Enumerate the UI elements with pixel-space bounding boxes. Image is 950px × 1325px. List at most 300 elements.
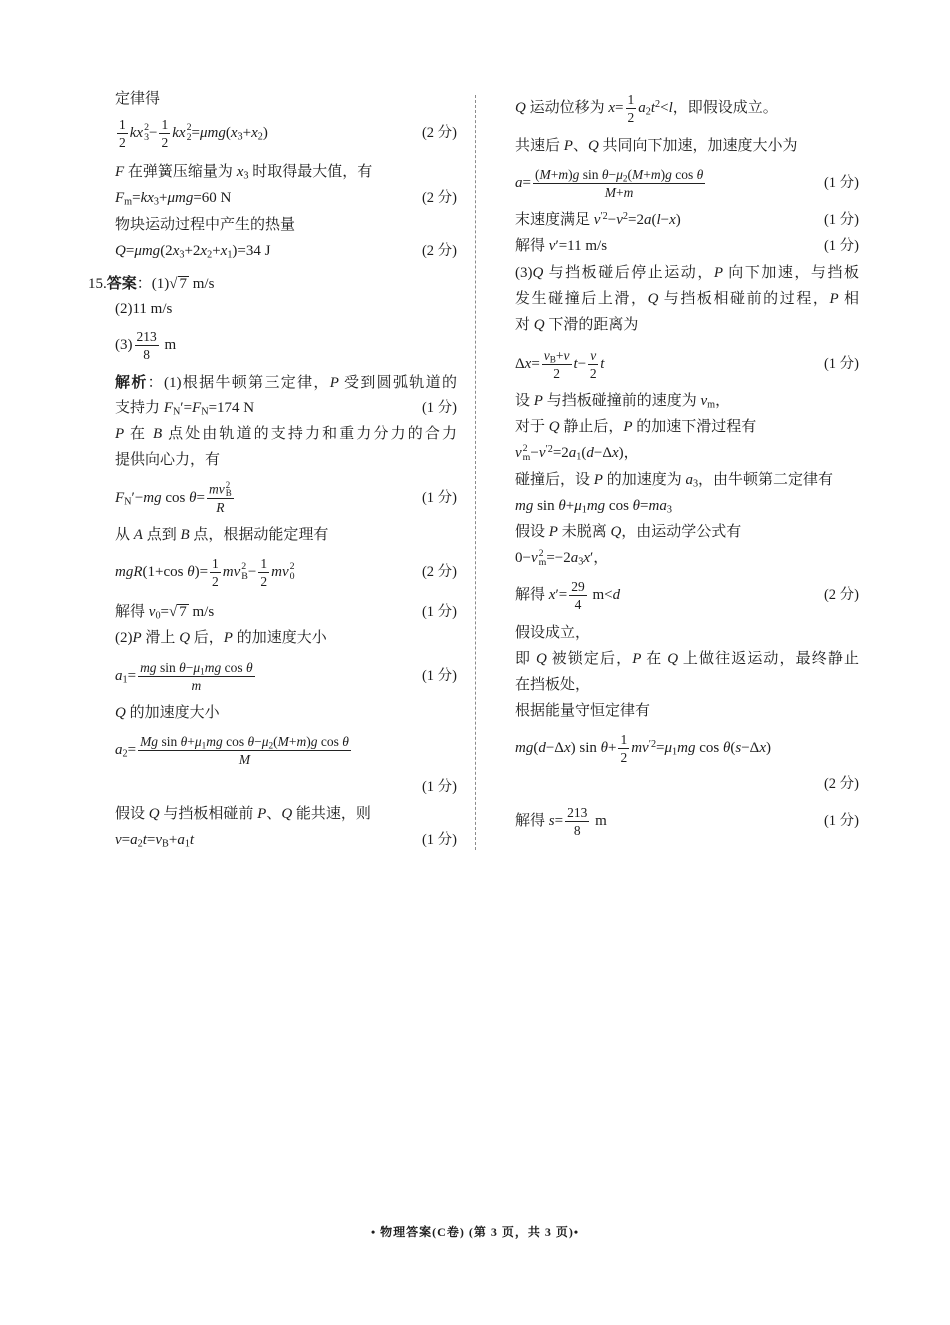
- math-text: −: [608, 166, 617, 182]
- math-variable: Q: [533, 317, 545, 333]
- math-text: cos: [221, 659, 246, 675]
- subscript: B: [241, 570, 248, 582]
- fraction: [626, 92, 637, 125]
- line-content: [115, 89, 160, 109]
- right-line-9: [515, 344, 859, 384]
- fraction-denominator: [533, 184, 705, 200]
- fraction-numerator: [569, 579, 587, 596]
- math-variable: μ: [574, 498, 582, 514]
- math-variable: P: [632, 651, 642, 667]
- fraction: [138, 660, 255, 693]
- math-text: )=34 J: [232, 243, 271, 259]
- math-text: 2: [589, 365, 597, 381]
- fraction-numerator: [618, 732, 629, 749]
- superscript: ′2: [545, 443, 553, 455]
- fraction-numerator: [542, 348, 572, 365]
- subscript: 3: [692, 478, 699, 490]
- math-variable: g: [665, 166, 672, 182]
- superscript: 2: [144, 122, 150, 134]
- subscript: 1: [227, 249, 233, 261]
- fraction-denominator: [138, 677, 255, 693]
- line-content: [515, 805, 607, 838]
- math-text: 2: [119, 134, 126, 150]
- math-text: (2: [160, 243, 173, 259]
- math-variable: mg: [515, 739, 534, 756]
- math-variable: μ: [261, 733, 269, 749]
- math-text: +: [565, 498, 575, 514]
- math-variable: P: [329, 375, 339, 391]
- superscript: 2: [225, 479, 231, 490]
- fraction: [138, 734, 351, 767]
- math-text: −: [149, 124, 158, 141]
- subscript: 3: [144, 131, 150, 143]
- line-content: [515, 348, 604, 381]
- math-text: ): [765, 739, 771, 756]
- math-variable: a: [515, 174, 523, 191]
- math-variable: Q: [515, 99, 526, 116]
- score-label: (2 分): [823, 776, 859, 792]
- subscript: 1: [576, 451, 582, 463]
- math-variable: μmg: [199, 124, 226, 141]
- math-text: m/s: [189, 275, 215, 292]
- math-variable: mg: [586, 498, 606, 514]
- bold-label: 答案: [106, 273, 137, 292]
- math-text: −: [247, 563, 257, 580]
- score-label: (1 分): [421, 779, 457, 795]
- fraction: [565, 805, 589, 838]
- math-variable: P: [829, 291, 839, 307]
- math-variable: θ: [189, 489, 197, 506]
- math-variable: x: [548, 586, 556, 603]
- math-variable: v: [616, 212, 623, 228]
- fraction: [135, 329, 159, 362]
- line-content: [115, 525, 328, 545]
- line-content: [115, 703, 220, 723]
- math-text: sin: [579, 166, 602, 182]
- math-variable: θ: [187, 563, 195, 580]
- math-text: (: [581, 445, 587, 461]
- subscript: N: [172, 406, 181, 418]
- column-divider: [475, 95, 476, 850]
- subscript: 2: [645, 105, 651, 117]
- fraction-denominator: [258, 573, 269, 589]
- math-text: 运动位移为: [525, 99, 609, 116]
- subscript: 0: [155, 610, 161, 622]
- math-variable: x: [608, 99, 616, 116]
- math-variable: l: [668, 99, 673, 116]
- line-content: [515, 548, 608, 568]
- math-text: ′=: [180, 400, 193, 416]
- left-line-2: [115, 113, 457, 153]
- math-text: (: [627, 166, 632, 182]
- line-content: [515, 579, 620, 612]
- left-line-21: [115, 730, 457, 770]
- math-text: =: [554, 812, 564, 829]
- subscript: m: [124, 196, 133, 208]
- subscript: 1: [122, 673, 128, 685]
- math-text: =: [127, 741, 137, 758]
- math-text: 2: [260, 573, 268, 589]
- subscript: 3: [243, 170, 249, 182]
- math-variable: Q: [587, 138, 599, 154]
- line-content: [515, 167, 707, 200]
- sub-superscript: [290, 562, 295, 581]
- math-variable: x: [563, 739, 571, 756]
- math-variable: a: [568, 445, 577, 461]
- math-text: 解得: [115, 604, 149, 620]
- math-variable: Q: [647, 291, 659, 307]
- math-variable: P: [563, 138, 573, 154]
- line-content: [115, 299, 172, 319]
- fraction-denominator: [117, 134, 128, 150]
- math-variable: P: [257, 806, 267, 822]
- subscript: 3: [179, 249, 185, 261]
- math-text: 点处由轨道的支持力和重力分力的合力: [162, 426, 457, 442]
- math-text: =−2: [546, 550, 571, 566]
- line-content: [115, 481, 236, 516]
- subscript: 1: [200, 665, 205, 676]
- math-text: +: [608, 739, 617, 756]
- math-text: 29: [571, 578, 585, 594]
- math-variable: P: [223, 630, 233, 646]
- math-text: 15.: [88, 275, 107, 292]
- math-text: =: [125, 243, 135, 259]
- fraction-numerator: [207, 481, 234, 500]
- subscript: 2: [186, 131, 192, 143]
- math-variable: M: [539, 166, 551, 182]
- math-variable: θ: [722, 739, 731, 756]
- math-text: ，由运动学公式有: [621, 524, 742, 540]
- fraction-numerator: [135, 329, 159, 346]
- math-variable: v: [593, 212, 601, 228]
- math-variable: m: [296, 733, 307, 749]
- math-variable: g: [572, 166, 580, 182]
- right-line-3: [515, 163, 859, 203]
- fraction-numerator: [159, 117, 170, 134]
- math-text: cos: [671, 166, 697, 182]
- math-text: −Δ: [545, 739, 564, 756]
- subscript: 1: [672, 745, 678, 757]
- subscript: B: [225, 488, 232, 498]
- math-variable: M: [604, 184, 617, 200]
- fraction-denominator: [626, 109, 637, 125]
- math-text: 1: [212, 555, 219, 571]
- math-variable: t: [189, 832, 195, 848]
- math-variable: F: [192, 400, 202, 416]
- math-text: 向下加速，与挡板: [723, 265, 859, 281]
- math-text: 能共速，则: [292, 806, 371, 822]
- math-text: +: [159, 190, 168, 206]
- math-text: (2)11 m/s: [115, 301, 173, 317]
- math-text: 1: [161, 116, 169, 132]
- left-column: [88, 0, 457, 900]
- math-text: 与挡板碰后停止运动，: [543, 265, 714, 281]
- fraction-denominator: [207, 499, 234, 515]
- math-text: =60 N: [193, 190, 232, 206]
- math-text: +: [288, 733, 297, 749]
- math-text: cos: [161, 489, 190, 506]
- math-variable: a: [115, 667, 123, 684]
- subscript: m: [522, 452, 531, 464]
- math-text: ): [568, 166, 573, 182]
- fraction-denominator: [159, 134, 170, 150]
- math-text: −: [660, 212, 670, 228]
- math-variable: Q: [532, 265, 544, 281]
- math-variable: mv: [208, 480, 225, 496]
- math-variable: Q: [281, 806, 293, 822]
- math-text: ，: [715, 393, 731, 409]
- math-variable: μmg: [167, 190, 194, 206]
- math-text: 时取得最大值，有: [248, 164, 373, 180]
- math-text: 2: [620, 749, 628, 765]
- superscript: 2: [289, 561, 295, 573]
- math-text: 共速后: [515, 138, 564, 154]
- math-text: ): [675, 212, 681, 228]
- line-content: [115, 450, 220, 470]
- math-text: 点，根据动能定理有: [189, 527, 329, 543]
- math-text: =: [640, 498, 649, 514]
- right-line-23: [515, 764, 859, 804]
- math-text: ′=11 m/s: [555, 238, 608, 254]
- subscript: m: [538, 557, 547, 569]
- math-variable: x: [759, 739, 766, 756]
- math-text: =174 N: [208, 400, 255, 416]
- math-variable: mg: [204, 659, 222, 675]
- left-line-16: [115, 552, 457, 592]
- math-text: 假设: [115, 806, 149, 822]
- superscript: 2: [538, 548, 544, 560]
- subscript: 2: [622, 172, 628, 183]
- math-variable: μ: [616, 166, 623, 182]
- math-variable: m: [558, 166, 569, 182]
- math-text: 1: [620, 731, 628, 747]
- subscript: 3: [237, 130, 243, 142]
- math-variable: x: [236, 164, 244, 180]
- math-variable: m: [191, 677, 202, 693]
- math-text: cos: [317, 733, 343, 749]
- math-text: 未脱离: [557, 524, 611, 540]
- math-text: =: [160, 604, 169, 620]
- math-variable: M: [632, 166, 644, 182]
- math-variable: a: [570, 550, 579, 566]
- left-line-19: [115, 656, 457, 696]
- fraction-denominator: [138, 751, 351, 767]
- math-variable: ma: [648, 498, 667, 514]
- fraction: [207, 481, 234, 516]
- math-text: −: [254, 733, 262, 749]
- math-text: 解得: [515, 812, 549, 829]
- line-content: [115, 628, 327, 648]
- math-text: =: [196, 489, 205, 506]
- score-label: (1 分): [823, 356, 859, 372]
- math-variable: μ: [664, 739, 673, 756]
- left-line-8: [115, 289, 457, 329]
- right-line-2: [515, 126, 859, 166]
- superscript: ′2: [600, 210, 608, 222]
- superscript: 2: [655, 98, 661, 110]
- score-label: (1 分): [421, 490, 457, 506]
- score-label: (1 分): [823, 238, 859, 254]
- math-variable: x: [612, 445, 619, 461]
- math-text: 8: [143, 346, 150, 362]
- fraction: [258, 556, 269, 589]
- math-variable: mg: [206, 733, 223, 749]
- math-text: m/s: [188, 604, 215, 620]
- math-text: 解得: [515, 586, 549, 603]
- subscript: m: [707, 399, 716, 411]
- math-text: (: [225, 124, 231, 141]
- math-text: 0−: [515, 550, 531, 566]
- math-text: +: [168, 832, 178, 848]
- math-variable: B: [153, 426, 163, 442]
- math-text: ′−: [131, 489, 144, 506]
- math-variable: μ: [194, 733, 202, 749]
- score-label: (2 分): [421, 190, 457, 206]
- math-variable: d: [612, 586, 621, 603]
- math-text: 与挡板碰撞前的速度为: [542, 393, 701, 409]
- math-text: <: [660, 99, 669, 116]
- line-content: [115, 117, 268, 150]
- line-content: [515, 315, 638, 335]
- math-variable: Q: [115, 705, 126, 721]
- fraction: [588, 348, 598, 381]
- math-text: =: [615, 99, 624, 116]
- math-text: Δ: [515, 355, 525, 372]
- math-text: 从: [115, 527, 134, 543]
- score-label: (2 分): [421, 243, 457, 259]
- math-variable: Q: [610, 524, 622, 540]
- math-variable: v: [530, 550, 538, 566]
- subscript: B: [549, 353, 556, 364]
- math-variable: A: [133, 527, 143, 543]
- fraction-numerator: [588, 348, 598, 365]
- right-line-21: [515, 691, 859, 731]
- math-variable: F: [163, 400, 173, 416]
- math-text: −Δ: [741, 739, 760, 756]
- subscript: 1: [581, 504, 587, 516]
- fraction-numerator: [258, 556, 269, 573]
- sub-superscript: [226, 481, 232, 498]
- math-variable: M: [238, 751, 251, 767]
- fraction-denominator: [135, 346, 159, 362]
- math-text: ′，: [590, 550, 609, 566]
- math-text: 在挡板处，: [515, 677, 591, 693]
- left-line-18: [115, 618, 457, 658]
- math-variable: v: [155, 832, 163, 848]
- right-line-24: [515, 801, 859, 841]
- math-text: =: [531, 355, 540, 372]
- math-text: 、: [572, 138, 588, 154]
- math-variable: x: [251, 124, 258, 141]
- math-variable: x: [220, 243, 228, 259]
- left-line-9: [115, 325, 457, 365]
- right-line-1: [515, 88, 859, 128]
- math-variable: B: [180, 527, 190, 543]
- math-text: cos: [695, 739, 723, 756]
- math-variable: x: [583, 550, 591, 566]
- bold-label: 解析: [115, 373, 148, 391]
- subscript: 1: [201, 739, 207, 750]
- math-variable: θ: [632, 498, 641, 514]
- math-text: 即: [515, 651, 536, 667]
- line-content: [515, 136, 798, 156]
- math-text: +2: [184, 243, 201, 259]
- math-variable: d: [538, 739, 546, 756]
- math-variable: F: [115, 164, 125, 180]
- math-text: 假设成立，: [515, 625, 591, 641]
- math-text: −: [530, 445, 539, 461]
- math-variable: mg: [677, 739, 696, 756]
- math-variable: mg: [143, 489, 162, 506]
- math-text: 213: [136, 328, 157, 344]
- score-label: (1 分): [421, 668, 457, 684]
- math-text: sin: [158, 733, 181, 749]
- math-text: 1: [119, 116, 126, 132]
- math-text: 共同向下加速，加速度大小为: [598, 138, 798, 154]
- math-variable: t: [600, 355, 605, 372]
- math-text: (: [273, 733, 278, 749]
- math-variable: x: [669, 212, 676, 228]
- math-variable: x: [524, 355, 532, 372]
- math-variable: R: [216, 500, 225, 516]
- math-variable: Mg: [140, 733, 159, 749]
- math-text: m<: [588, 586, 613, 603]
- math-variable: Q: [535, 651, 547, 667]
- math-variable: t: [650, 99, 656, 116]
- math-variable: kx: [129, 124, 144, 141]
- math-text: 2: [553, 365, 561, 381]
- math-variable: m: [623, 184, 634, 200]
- math-variable: θ: [601, 166, 609, 182]
- math-text: +: [550, 166, 559, 182]
- math-variable: P: [623, 419, 633, 435]
- math-variable: mg: [140, 659, 157, 675]
- math-variable: mv: [631, 739, 649, 756]
- math-text: 对于: [515, 419, 549, 435]
- fraction: [117, 117, 128, 150]
- superscript: 2: [186, 122, 192, 134]
- math-text: (: [651, 212, 657, 228]
- line-content: [515, 92, 778, 125]
- math-variable: g: [310, 733, 318, 749]
- math-variable: F: [115, 489, 125, 506]
- math-text: 1: [627, 91, 635, 107]
- math-variable: x: [230, 124, 238, 141]
- math-text: +: [555, 347, 564, 363]
- math-variable: v: [700, 393, 708, 409]
- subscript: 3: [666, 504, 672, 516]
- math-variable: v: [515, 445, 522, 461]
- right-column: [515, 0, 859, 900]
- math-text: (: [533, 739, 539, 756]
- math-variable: a: [685, 472, 693, 488]
- page-footer: • 物理答案(C卷) (第 3 页，共 3 页)•: [370, 1225, 580, 1239]
- math-text: 解得: [515, 238, 549, 254]
- fraction-denominator: [542, 365, 572, 381]
- subscript: 3: [578, 556, 584, 568]
- math-text: +: [616, 184, 624, 200]
- math-text: 支持力: [115, 400, 164, 416]
- math-text: 在: [641, 651, 668, 667]
- math-text: 1: [260, 555, 268, 571]
- math-text: )=: [194, 563, 209, 580]
- math-text: 2: [627, 109, 635, 125]
- math-text: =2: [628, 212, 644, 228]
- subscript: 2: [268, 739, 274, 750]
- math-variable: Q: [667, 651, 679, 667]
- fraction: [618, 732, 629, 765]
- math-text: =: [522, 174, 531, 191]
